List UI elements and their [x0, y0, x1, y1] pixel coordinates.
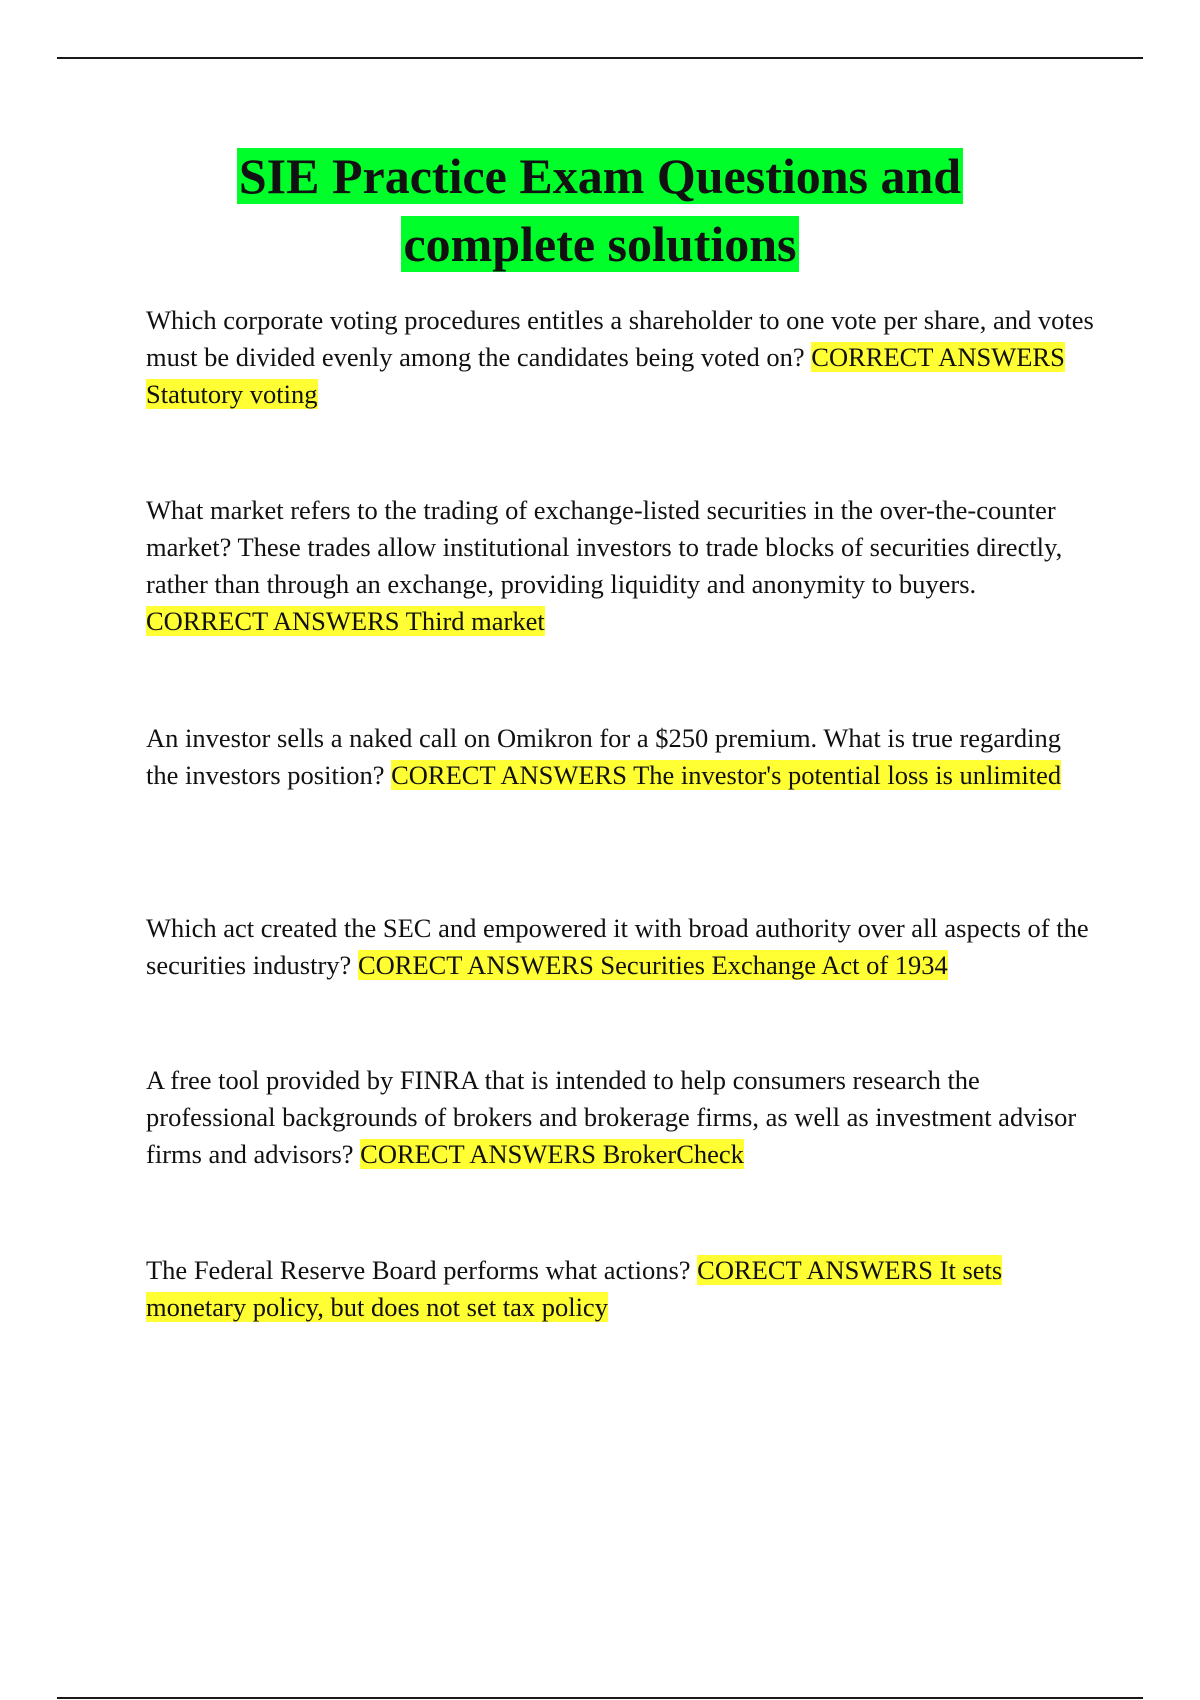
question-text: Which corporate voting procedures entitles a shareholder to one vote per share, and votes must be divided evenly among the candidates being voted on? — [146, 305, 1094, 372]
question-text: The Federal Reserve Board performs what actions? — [146, 1255, 691, 1285]
answer-text: CORECT ANSWERS The investor's potential loss is unlimited — [391, 760, 1062, 790]
answer-text: CORECT ANSWERS BrokerCheck — [360, 1139, 744, 1169]
answer-text: CORECT ANSWERS Securities Exchange Act of 1934 — [357, 950, 948, 980]
answer-text: CORRECT ANSWERS Third market — [146, 606, 545, 636]
title-line-1: SIE Practice Exam Questions and — [238, 148, 962, 204]
qa-item-6 — [146, 1252, 1096, 1326]
qa-item-3 — [146, 720, 1096, 794]
answer-text: CORECT ANSWERS It sets monetary policy, but does not set tax policy — [146, 1255, 1003, 1322]
question-text: An investor sells a naked call on Omikron for a $250 premium. What is true regarding the investors position? — [146, 723, 1062, 790]
qa-item-5 — [146, 1062, 1096, 1173]
question-text: A free tool provided by FINRA that is intended to help consumers research the professional backgrounds of brokers and brokerage firms, as well as investment advisor firms and advisors? — [146, 1065, 1077, 1169]
bottom-rule — [57, 1697, 1143, 1699]
qa-item-1 — [146, 302, 1096, 413]
qa-item-2 — [146, 492, 1096, 640]
question-text: What market refers to the trading of exchange-listed securities in the over-the-counter market? These trades allow institutional investors to trade blocks of securities directly, rather than through an exchange, providing liquidity and anonymity to buyers. — [146, 495, 1063, 599]
title-line-2: complete solutions — [403, 216, 797, 272]
question-text: Which act created the SEC and empowered it with broad authority over all aspects of the securities industry? — [146, 913, 1089, 980]
qa-item-4 — [146, 910, 1096, 984]
top-rule — [57, 57, 1143, 59]
document-title — [100, 142, 1100, 278]
answer-text: CORRECT ANSWERS Statutory voting — [146, 342, 1065, 409]
